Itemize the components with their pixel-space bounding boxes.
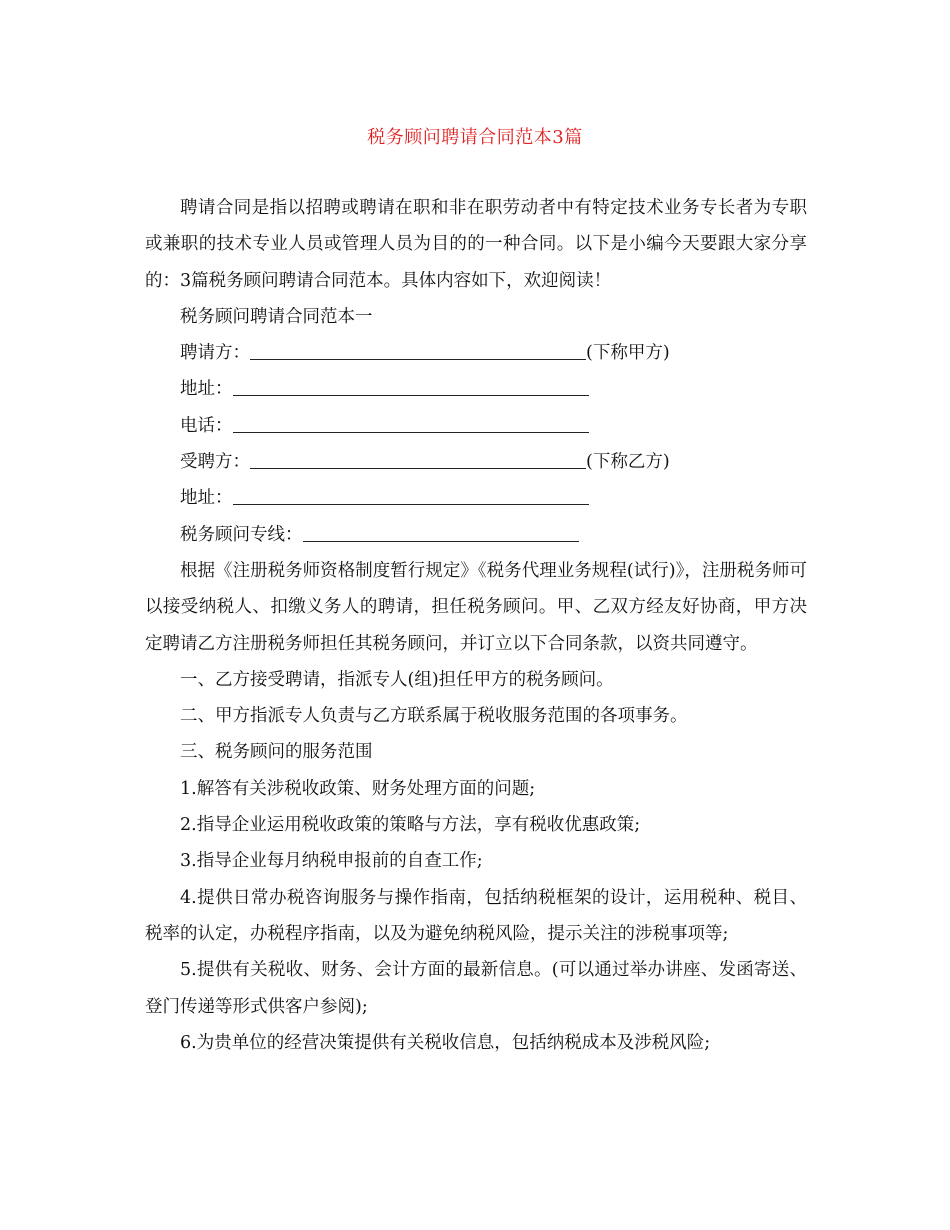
service-item-5: 5.提供有关税收、财务、会计方面的最新信息。(可以通过举办讲座、发函寄送、登门传递等形式供客户参阅);: [145, 960, 807, 1017]
document-title: 税务顾问聘请合同范本3篇: [367, 127, 583, 148]
intro-paragraph: 聘请合同是指以招聘或聘请在职和非在职劳动者中有特定技术业务专长者为专职或兼职的技术专业人员或管理人员为目的的一种合同。以下是小编今天要跟大家分享的：3篇税务顾问聘请合同范本。具体内容如下，欢迎阅读！: [145, 198, 807, 291]
clause-3: 三、税务顾问的服务范围: [180, 742, 373, 763]
employer-field: [145, 335, 807, 371]
employee-label: 受聘方：: [180, 452, 250, 473]
basis-paragraph: 根据《注册税务师资格制度暂行规定》《税务代理业务规程(试行)》，注册税务师可以接受纳税人、扣缴义务人的聘请，担任税务顾问。甲、乙双方经友好协商，甲方决定聘请乙方注册税务师担任其税务顾问，并订立以下合同条款，以资共同遵守。: [145, 560, 807, 654]
clause-2: 二、甲方指派专人负责与乙方联系属于税收服务范围的各项事务。: [180, 706, 688, 727]
phone-label: 电话：: [180, 415, 233, 436]
address-label-1: 地址：: [180, 379, 233, 400]
employer-label: 聘请方：: [180, 343, 250, 364]
address-label-2: 地址：: [180, 488, 233, 509]
service-item-6: 6.为贵单位的经营决策提供有关税收信息，包括纳税成本及涉税风险;: [180, 1032, 711, 1053]
hotline-blank: [303, 521, 579, 542]
clause-1: 一、乙方接受聘请，指派专人(组)担任甲方的税务顾问。: [180, 669, 614, 690]
section-heading: 税务顾问聘请合同范本一: [180, 306, 373, 327]
address-blank-2: [233, 484, 589, 505]
address-field-1: [145, 371, 807, 407]
service-item-1: 1.解答有关涉税收政策、财务处理方面的问题;: [180, 778, 536, 799]
phone-blank: [233, 412, 589, 433]
employee-blank: [250, 448, 586, 469]
service-item-2: 2.指导企业运用税收政策的策略与方法，享有税收优惠政策;: [180, 815, 641, 836]
hotline-field: [145, 517, 807, 553]
employer-blank: [250, 339, 586, 360]
service-item-3: 3.指导企业每月纳税申报前的自查工作;: [180, 851, 483, 872]
phone-field: [145, 408, 807, 444]
employee-suffix: (下称乙方): [586, 452, 670, 473]
hotline-label: 税务顾问专线：: [180, 524, 303, 545]
employee-field: [145, 444, 807, 480]
employer-suffix: (下称甲方): [586, 343, 670, 364]
address-field-2: [145, 480, 807, 516]
document-body: [145, 190, 807, 1061]
address-blank-1: [233, 375, 589, 396]
service-item-4: 4.提供日常办税咨询服务与操作指南，包括纳税框架的设计，运用税种、税目、税率的认定，办税程序指南，以及为避免纳税风险，提示关注的涉税事项等;: [145, 887, 807, 944]
